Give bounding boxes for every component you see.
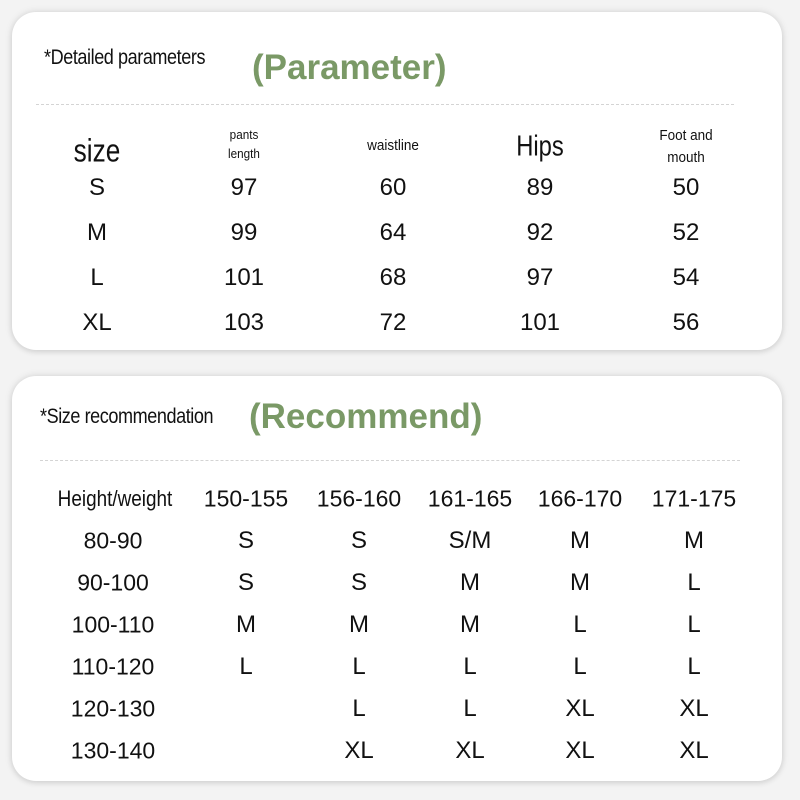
recommended-size-cell: XL bbox=[455, 737, 485, 764]
param-cell-hips: 101 bbox=[519, 309, 561, 336]
recommended-size-cell: L bbox=[573, 611, 587, 638]
param-cell-waistline: 60 bbox=[379, 174, 407, 201]
recommended-size-cell: XL bbox=[565, 695, 595, 722]
weight-row-header: 110-120 bbox=[71, 653, 155, 680]
param-cell-foot-and-mouth: 54 bbox=[672, 264, 700, 291]
param-cell-foot-and-mouth: 52 bbox=[672, 219, 700, 246]
height-column-header: 156-160 bbox=[316, 485, 402, 512]
recommended-size-cell: L bbox=[687, 569, 701, 596]
parameters-accent-title: (Parameter) bbox=[252, 48, 447, 87]
recommended-size-cell: M bbox=[349, 611, 369, 638]
recommended-size-cell: M bbox=[460, 611, 480, 638]
param-cell-size: XL bbox=[82, 309, 112, 336]
param-cell-size: S bbox=[88, 174, 106, 201]
parameters-divider bbox=[36, 104, 734, 105]
recommended-size-cell: XL bbox=[679, 737, 709, 764]
recommendation-accent-title: (Recommend) bbox=[249, 397, 483, 436]
recommendation-divider bbox=[40, 460, 740, 461]
height-column-header: 171-175 bbox=[651, 485, 737, 512]
height-column-header: 150-155 bbox=[203, 485, 289, 512]
header-size: size bbox=[73, 132, 121, 169]
param-cell-hips: 97 bbox=[526, 264, 554, 291]
param-cell-foot-and-mouth: 56 bbox=[672, 309, 700, 336]
header-waistline: waistline bbox=[367, 137, 419, 154]
recommendation-lead-text: *Size recommendation bbox=[40, 405, 214, 428]
param-cell-waistline: 68 bbox=[379, 264, 407, 291]
recommended-size-cell: M bbox=[570, 569, 590, 596]
recommended-size-cell: S bbox=[237, 527, 255, 554]
recommended-size-cell: L bbox=[687, 611, 701, 638]
param-cell-hips: 89 bbox=[526, 174, 554, 201]
recommended-size-cell: L bbox=[463, 653, 477, 680]
recommended-size-cell: L bbox=[463, 695, 477, 722]
recommended-size-cell: XL bbox=[344, 737, 374, 764]
recommended-size-cell: S bbox=[350, 527, 368, 554]
recommended-size-cell: S/M bbox=[448, 527, 492, 554]
recommended-size-cell: M bbox=[236, 611, 256, 638]
header-height-weight: Height/weight bbox=[57, 486, 173, 511]
param-cell-pants-length: 97 bbox=[230, 174, 258, 201]
param-cell-pants-length: 101 bbox=[223, 264, 265, 291]
recommended-size-cell: XL bbox=[565, 737, 595, 764]
recommended-size-cell: S bbox=[350, 569, 368, 596]
param-cell-pants-length: 99 bbox=[230, 219, 258, 246]
recommended-size-cell: M bbox=[570, 527, 590, 554]
recommended-size-cell: L bbox=[687, 653, 701, 680]
recommended-size-cell: L bbox=[573, 653, 587, 680]
param-cell-pants-length: 103 bbox=[223, 309, 265, 336]
recommended-size-cell: M bbox=[684, 527, 704, 554]
recommended-size-cell: L bbox=[239, 653, 253, 680]
header-pants-length: pants length bbox=[228, 127, 260, 161]
header-foot-and-mouth: Foot and mouth bbox=[659, 127, 713, 166]
param-cell-foot-and-mouth: 50 bbox=[672, 174, 700, 201]
recommended-size-cell: XL bbox=[679, 695, 709, 722]
recommended-size-cell: S bbox=[237, 569, 255, 596]
height-column-header: 166-170 bbox=[537, 485, 623, 512]
weight-row-header: 120-130 bbox=[70, 695, 156, 722]
weight-row-header: 90-100 bbox=[77, 569, 149, 596]
param-cell-size: M bbox=[87, 219, 107, 246]
param-cell-waistline: 64 bbox=[379, 219, 407, 246]
recommended-size-cell: L bbox=[352, 653, 366, 680]
param-cell-size: L bbox=[90, 264, 104, 291]
param-cell-waistline: 72 bbox=[379, 309, 407, 336]
weight-row-header: 100-110 bbox=[71, 611, 155, 638]
header-hips: Hips bbox=[516, 130, 564, 163]
recommended-size-cell: L bbox=[352, 695, 366, 722]
weight-row-header: 80-90 bbox=[83, 527, 143, 554]
height-column-header: 161-165 bbox=[427, 485, 513, 512]
param-cell-hips: 92 bbox=[526, 219, 554, 246]
recommended-size-cell: M bbox=[460, 569, 480, 596]
weight-row-header: 130-140 bbox=[70, 737, 156, 764]
parameters-lead-text: *Detailed parameters bbox=[44, 46, 206, 69]
